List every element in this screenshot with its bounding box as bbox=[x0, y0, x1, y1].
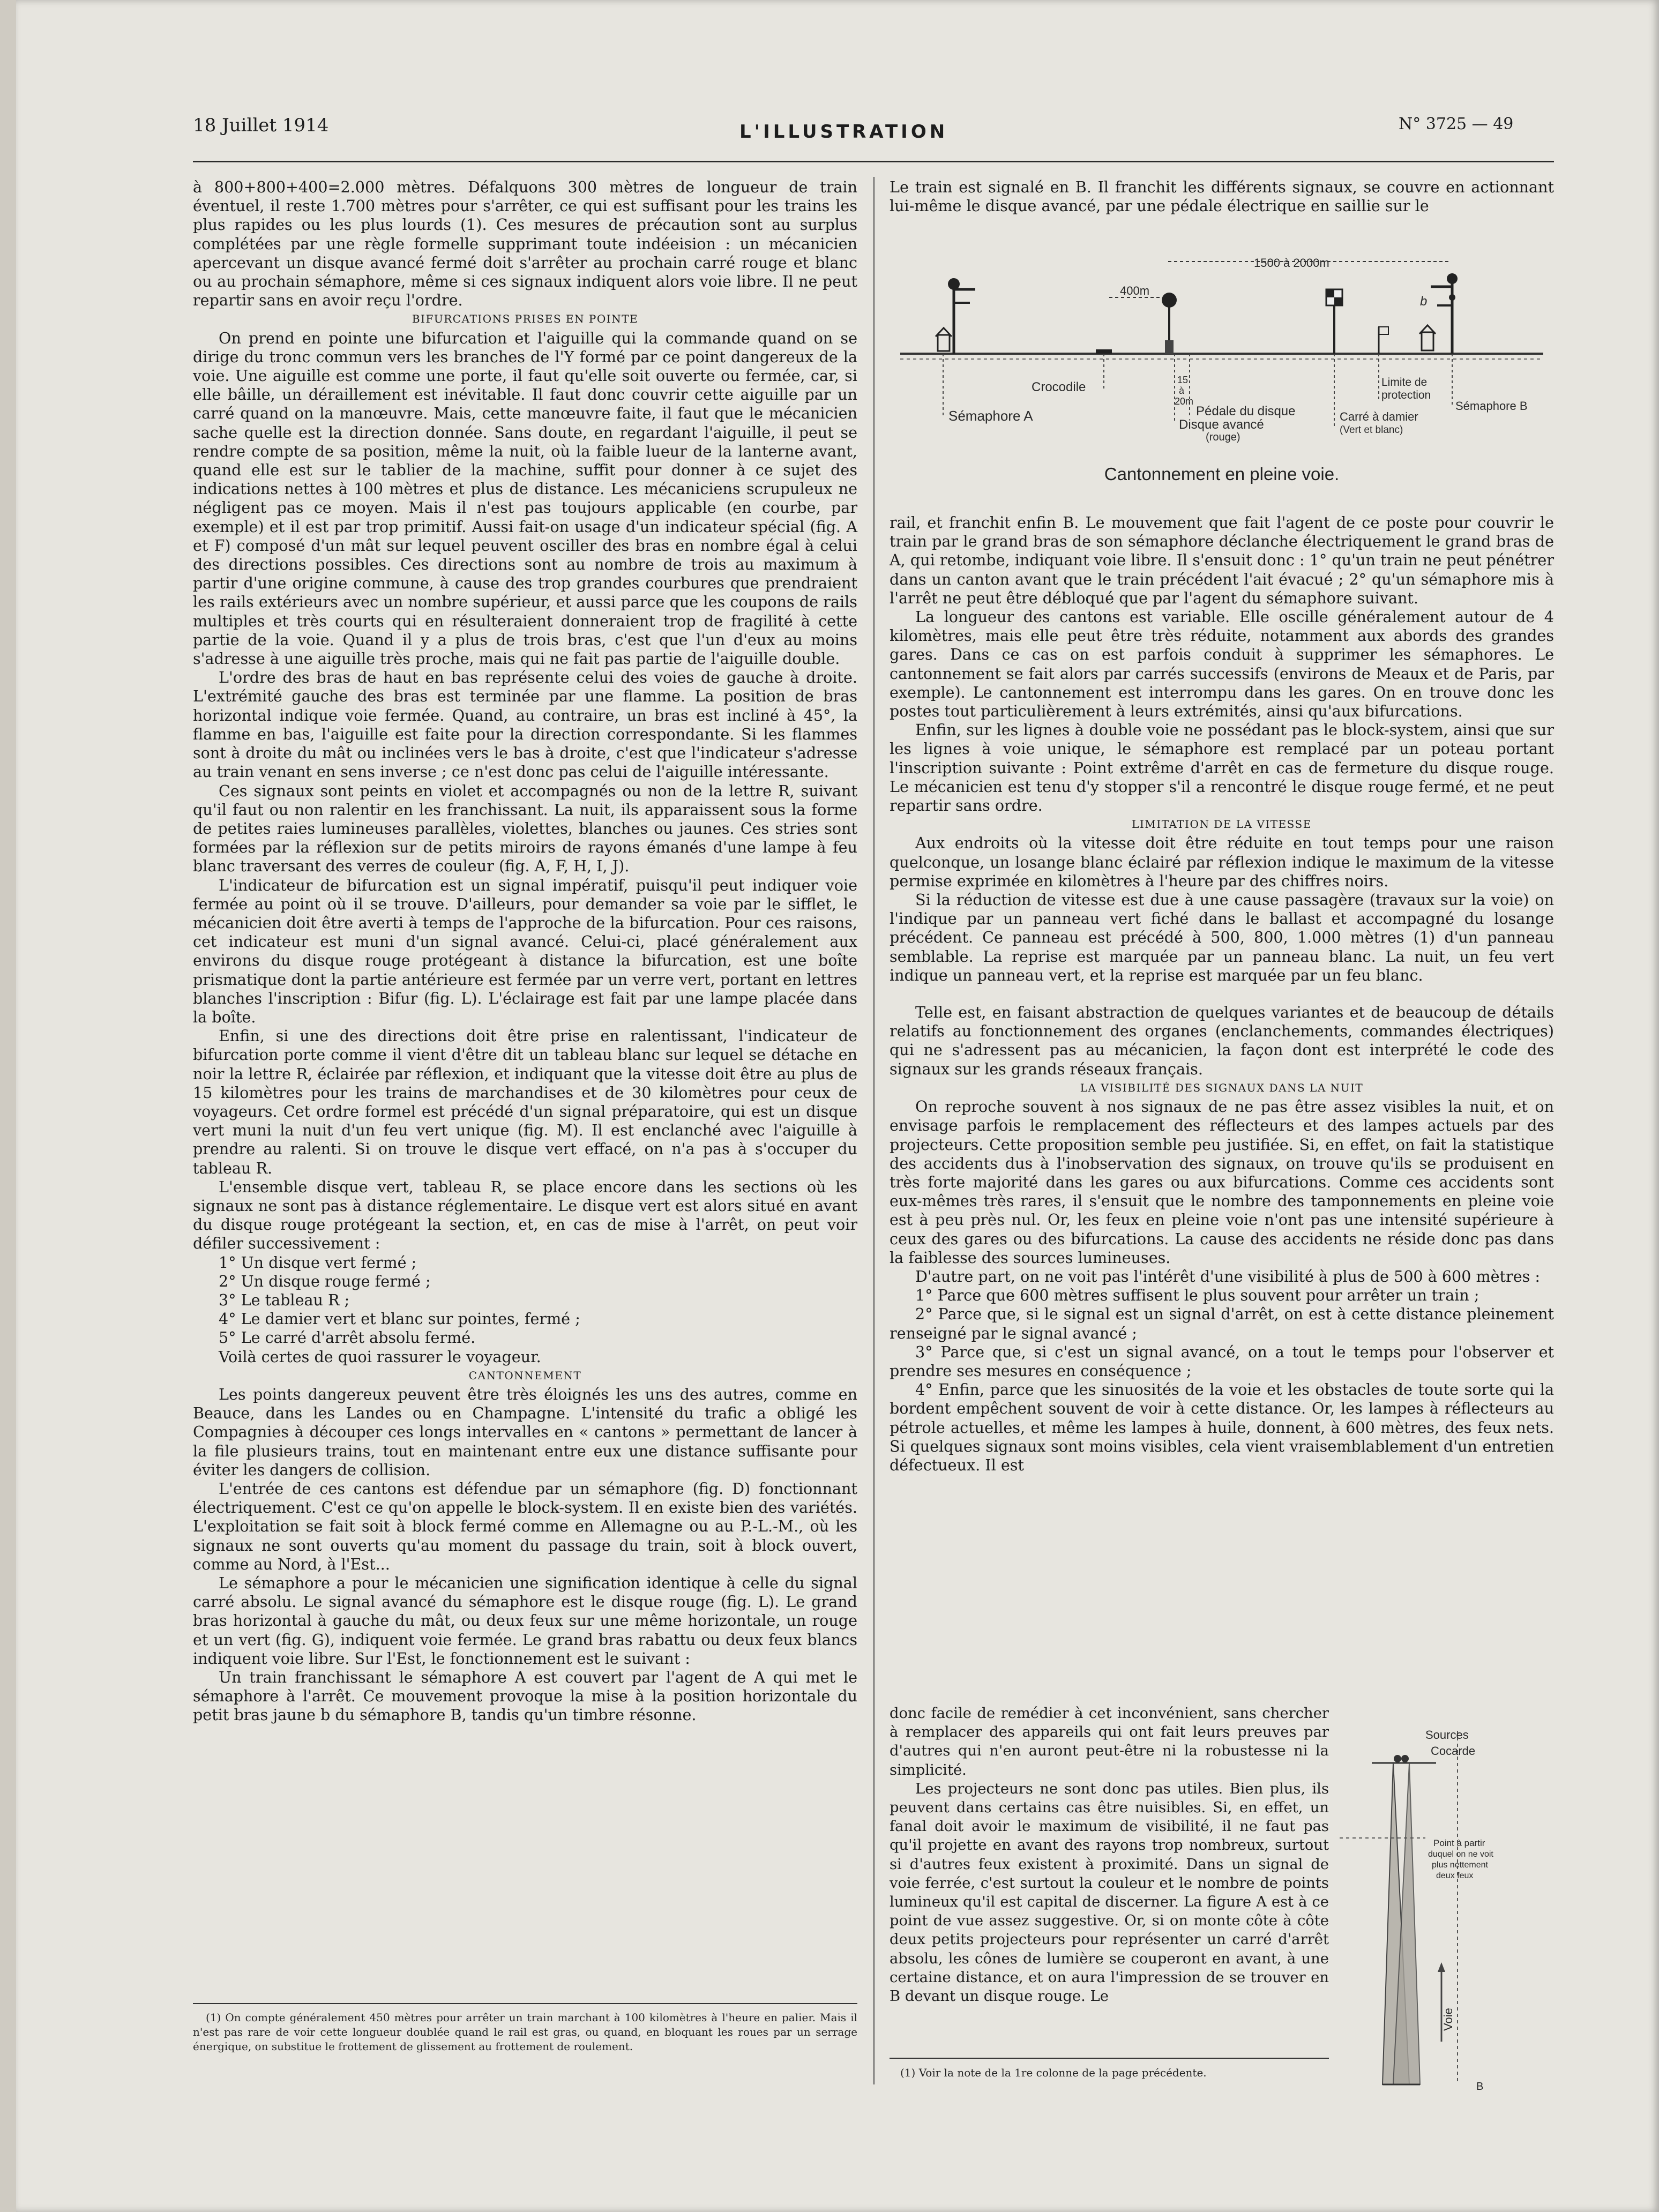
left-paragraph: On prend en pointe une bifurcation et l'aiguille qui la commande quand on se dirige du tronc commun vers les branches de l'Y formé par ce point dangereux de la voie. Une aiguille est comme une porte, il faut qu'elle soit ouverte ou fermée, car, si elle bâille, un déraillement est inévitable. Il faut donc couvrir cette aiguille par un carré quand on la manœuvre. Mais, cette manœuvre faite, il faut que le mécanicien sache quelle est la direction donnée. Sans doute, en regardant l'aiguille, il peut se rendre compte de sa position, même la nuit, où la faible lueur de la lanterne avant, quand elle est sur le tablier de la machine, suffit pour donner à ce sujet des indications nettes à 100 mètres et plus de distance. Les mécaniciens scrupuleux ne négligent pas ce moyen. Mais il n'est pas toujours applicable (en courbe, par exemple) et il est par trop primitif. Aussi fait-on usage d'un indicateur spécial (fig. A et F) composé d'un mât sur lequel peuvent osciller des bras en nombre égal à celui des directions possibles. Ces directions sont au nombre de trois au maximum à partir d'une origine commune, à cause des trop grandes courbures que prendraient les rails extérieurs avec un nombre supérieur, et aussi parce que les coupons de rails multiples et très courts qui en résulteraient donneraient trop de fragilité à cette partie de la voie. Quand il y a plus de trois bras, c'est que l'un d'eux au moins s'adresse à une aiguille très proche, mais qui ne fait pas partie de l'aiguille double. bbox=[193, 328, 857, 668]
right-paragraph: Si la réduction de vitesse est due à une cause passagère (travaux sur la voie) on l'indique par un panneau vert fiché dans le ballast et accompagné du losange précédent. Ce panneau est précédé à 500, 800, 1.000 mètres (1) d'un panneau semblable. La reprise est marquée par un panneau blanc. La nuit, un feu vert indique un panneau vert, et la reprise est marquée par un feu blanc. bbox=[890, 891, 1554, 984]
list-item: 3° Parce que, si c'est un signal avancé, on a tout le temps pour l'observer et prendre ses mesures en conséquence ; bbox=[890, 1342, 1554, 1380]
disque-label: Disque avancé bbox=[1179, 417, 1264, 432]
b-label: b bbox=[1420, 294, 1428, 309]
left-paragraph: L'indicateur de bifurcation est un signal impératif, puisqu'il peut indiquer voie fermée au point où il se trouve. D'ailleurs, pour demander sa voie par le sifflet, le mécanicien doit être averti à temps de l'approche de la bifurcation. Pour ces raisons, cet indicateur est muni d'un signal avancé. Celui-ci, placé généralement aux environs du disque rouge protégeant à distance la bifurcation, est une boîte prismatique dont la partie antérieure est fermée par un verre vert, portant en lettres blanches l'inscription : Bifur (fig. L). L'éclairage est fait par une lampe placée dans la boîte. bbox=[193, 876, 857, 1026]
semaphore-b-icon bbox=[1419, 273, 1458, 354]
right-paragraph: D'autre part, on ne voit pas l'intérêt d'une visibilité à plus de 500 à 600 mètres : bbox=[915, 1267, 1541, 1286]
left-paragraph: Le sémaphore a pour le mécanicien une signification identique à celle du signal carré absolu. Le signal avancé du sémaphore est le disque rouge (fig. L). Le grand bras horizontal à gauche du mât, ou deux feux sur une même horizontale, un rouge et un vert (fig. G), indiquent voie fermée. Le grand bras rabattu ou deux feux blancs indiquent voie libre. Sur l'Est, le fonctionnement est le suivant : bbox=[193, 1574, 857, 1668]
header-rule bbox=[193, 161, 1554, 162]
section-title-vitesse: LIMITATION DE LA VITESSE bbox=[1132, 818, 1312, 831]
list-item: Voilà certes de quoi rassurer le voyageur. bbox=[219, 1347, 541, 1366]
right-paragraph: La longueur des cantons est variable. Elle oscille généralement autour de 4 kilomètres, mais elle peut être très réduite, notamment aux abords des grandes gares. Dans ce cas on est parfois conduit à supprimer les sémaphores. Le cantonnement se fait alors par carrés successifs (environs de Meaux et de Paris, par exemple). Le cantonnement est interrompu dans les gares. On en trouve donc les postes tout particulièrement à leurs extrémités, ainsi qu'aux bifurcations. bbox=[890, 608, 1554, 721]
right-paragraph: donc facile de remédier à cet inconvénient, sans chercher à remplacer des appareils qui ont fait leurs preuves par d'autres qui n'en auront peut-être ni la robustesse ni la simplicité. bbox=[890, 1705, 1329, 1778]
right-footnote-rule bbox=[890, 2058, 1329, 2059]
right-column bbox=[890, 513, 1554, 1475]
pedale-label: Pédale du disque bbox=[1196, 404, 1296, 419]
crocodile-label: Crocodile bbox=[1032, 380, 1086, 394]
point-label-1: Point à partir bbox=[1433, 1838, 1485, 1848]
right-column-narrow bbox=[890, 1704, 1329, 2006]
left-paragraph: à 800+800+400=2.000 mètres. Défalquons 300 mètres de longueur de train éventuel, il reste 1.700 mètres pour s'arrêter, ce qui est suffisant pour les trains les plus rapides ou les plus lourds (1). Ces mesures de précaution sont au surplus complétées par une règle formelle supprimant toute indéeision : un mécanicien apercevant un disque avancé fermé doit s'arrêter au prochain carré rouge et blanc ou au prochain sémaphore, même si ces signaux indiquent alors voie libre. Il ne peut repartir sans en avoir reçu l'ordre. bbox=[193, 178, 857, 310]
disque-avance-icon bbox=[1162, 293, 1177, 354]
light-cone-figure bbox=[1340, 1720, 1554, 2095]
left-paragraph: Un train franchissant le sémaphore A est couvert par l'agent de A qui met le sémaphore à l'arrêt. Ce mouvement provoque la mise à la position horizontale du petit bras jaune b du sémaphore B, tandis qu'un timbre résonne. bbox=[193, 1668, 857, 1724]
header-date: 18 Juillet 1914 bbox=[193, 115, 329, 136]
left-paragraph: L'ordre des bras de haut en bas représente celui des voies de gauche à droite. L'extrémité gauche des bras est terminée par une flamme. La position de bras horizontal indique voie fermée. Quand, au contraire, un bras est incliné à 45°, la flamme en bas, l'aiguille est faite pour la direction correspondante. Si les flammes sont à droite du mât ou inclinées vers le bas à droite, c'est que l'indicateur s'adresse au train venant en sens inverse ; ce n'est donc pas celui de l'aiguille intéressante. bbox=[193, 668, 857, 781]
semaphore-b-label: Sémaphore B bbox=[1455, 399, 1528, 413]
dist-a-label: à bbox=[1179, 385, 1185, 396]
section-title-visibilite: LA VISIBILITÉ DES SIGNAUX DANS LA NUIT bbox=[1080, 1081, 1364, 1094]
list-item: 4° Le damier vert et blanc sur pointes, fermé ; bbox=[219, 1310, 580, 1328]
left-paragraph: L'entrée de ces cantons est défendue par un sémaphore (fig. D) fonctionnant électriquement. C'est ce qu'on appelle le block-system. Il en existe bien des variétés. L'exploitation se fait soit à block fermé comme en Allemagne ou au P.-L.-M., où les signaux ne sont ouverts qu'au moment du passage du train, soit à block ouvert, comme au Nord, à l'Est... bbox=[193, 1479, 857, 1573]
right-paragraph: Aux endroits où la vitesse doit être réduite en tout temps pour une raison quelconque, un losange blanc éclairé par réflexion indique le maximum de la vitesse permise exprimée en kilomètres à l'heure par des chiffres noirs. bbox=[890, 834, 1554, 890]
footnote-text: (1) Voir la note de la 1re colonne de la page précédente. bbox=[900, 2066, 1207, 2079]
sources-label: Sources bbox=[1425, 1728, 1469, 1742]
list-item: 3° Le tableau R ; bbox=[219, 1290, 350, 1309]
b-figure-label: B bbox=[1476, 2081, 1484, 2093]
left-footnote bbox=[193, 2011, 857, 2054]
left-paragraph: Ces signaux sont peints en violet et accompagnés ou non de la lettre R, suivant qu'il faut ou non ralentir en les franchissant. La nuit, ils apparaissent sous la forme de petites raies lumineuses parallèles, violettes, blanches ou jaunes. Ces stries sont formées par la réflexion sur de petits miroirs de rayons émanés d'une lampe à feu blanc traversant des verres de couleur (fig. A, F, H, I, J). bbox=[193, 781, 857, 876]
left-column bbox=[193, 178, 857, 1725]
right-paragraph: Enfin, sur les lignes à double voie ne possédant pas le block-system, ainsi que sur les lignes à voie unique, le sémaphore est remplacé par un poteau portant l'inscription suivante : Point extrême d'arrêt en cas de fermeture du disque rouge. Le mécanicien est tenu d'y stopper s'il a rencontré le disque rouge fermé, et ne peut repartir sans ordre. bbox=[890, 721, 1554, 815]
right-paragraph: rail, et franchit enfin B. Le mouvement que fait l'agent de ce poste pour couvrir le train par le grand bras de son sémaphore déclanche électriquement le grand bras de A, qui retombe, indiquant voie libre. Il s'ensuit donc : 1° qu'un train ne peut pénétrer dans un canton avant que le train précédent l'ait évacué ; 2° qu'un sémaphore mis à l'arrêt ne peut être débloqué que par l'agent du sémaphore suivant. bbox=[890, 513, 1554, 607]
right-paragraph: Les projecteurs ne sont donc pas utiles. Bien plus, ils peuvent dans certains cas être nuisibles. Si, en effet, un fanal doit avoir le maximum de visibilité, il ne faut pas qu'il projette en avant des rayons trop nombreux, surtout si d'autres feux existent à proximité. Dans un signal de voie ferrée, c'est surtout la couleur et le nombre de points lumineux qu'il est capital de discerner. La figure A est à ce point de vue assez suggestive. Or, si on monte côte à côte deux petits projecteurs pour représenter un carré d'arrêt absolu, les cônes de lumière se couperont en avant, à une certaine distance, et on aura l'impression de se trouver en B devant un disque rouge. Le bbox=[890, 1780, 1329, 2005]
left-paragraph: L'ensemble disque vert, tableau R, se place encore dans les sections où les signaux ne sont pas à distance réglementaire. Le disque vert est alors situé en avant du disque rouge protégeant la section, et, en cas de mise à l'arrêt, on peut voir défiler successivement : bbox=[193, 1177, 857, 1253]
point-label-4: deux feux bbox=[1436, 1871, 1474, 1880]
section-title-cantonnement: CANTONNEMENT bbox=[468, 1369, 582, 1382]
point-label-3: plus nettement bbox=[1432, 1860, 1488, 1870]
right-paragraph: Telle est, en faisant abstraction de quelques variantes et de beaucoup de détails relatifs au fonctionnement des organes (enclanchements, commandes électriques) qui ne s'adressent pas au mécanicien, la façon dont est interprété le code des signaux sur les grands réseaux français. bbox=[890, 1003, 1554, 1078]
limite-label-1: Limite de bbox=[1381, 376, 1428, 388]
crocodile-icon bbox=[1096, 349, 1112, 354]
right-paragraph: On reproche souvent à nos signaux de ne pas être assez visibles la nuit, et on envisage parfois le remplacement des réflecteurs et des lampes actuels par des projecteurs. Cette proposition semble peu justifiée. Si, en effet, on fait la statistique des accidents dus à l'inobservation des signaux, on trouve qu'ils se produisent en très forte majorité dans les gares ou aux bifurcations. Comme ces accidents sont eux-mêmes très rares, il s'ensuit que le nombre des tamponnements en pleine voie est à peu près nul. Or, les feux en pleine voie n'ont pas une intensité supérieure à ceux des gares ou des bifurcations. La cause des accidents ne réside donc pas dans la faiblesse des sources lumineuses. bbox=[890, 1097, 1554, 1267]
dist-15-label: 15 bbox=[1177, 375, 1189, 385]
semaphore-a-label: Sémaphore A bbox=[948, 408, 1033, 424]
cocarde-label: Cocarde bbox=[1431, 1744, 1476, 1758]
footnote-text: (1) On compte généralement 450 mètres pour arrêter un train marchant à 100 kilomètres à l'heure en palier. Mais il n'est pas rare de voir cette longueur doublée quand le rail est gras, ou quand, en bloquant les roues par un serrage énergique, on substitue le frottement de glissement au frottement de roulement. bbox=[193, 2011, 857, 2053]
list-item: 1° Parce que 600 mètres suffisent le plus souvent pour arrêter un train ; bbox=[915, 1286, 1479, 1305]
limite-protection-icon bbox=[1379, 327, 1388, 354]
list-item: 2° Parce que, si le signal est un signal d'arrêt, on est à cette distance pleinement renseigné par le signal avancé ; bbox=[890, 1305, 1554, 1342]
distance-total-label: 1500 à 2000m bbox=[1254, 256, 1329, 270]
header-issue: N° 3725 — 49 bbox=[1399, 115, 1514, 133]
column-divider bbox=[873, 177, 875, 2084]
rouge-label: (rouge) bbox=[1206, 431, 1240, 443]
right-footnote bbox=[900, 2066, 1329, 2080]
right-column-top bbox=[890, 178, 1554, 215]
section-title-bifurcations: BIFURCATIONS PRISES EN POINTE bbox=[412, 312, 639, 326]
diagram-caption: Cantonnement en pleine voie. bbox=[1104, 464, 1340, 484]
limite-label-2: protection bbox=[1381, 389, 1431, 401]
distance-400-label: 400m bbox=[1120, 284, 1150, 297]
left-paragraph: Les points dangereux peuvent être très éloignés les uns des autres, comme en Beauce, dans les Landes ou en Champagne. L'intensité du trafic a obligé les Compagnies à découper ces longs intervalles en « cantons » permettant de lancer à la file plusieurs trains, tout en maintenant entre eux une distance suffisante pour éviter les dangers de collision. bbox=[193, 1385, 857, 1479]
carre-label-1: Carré à damier bbox=[1340, 410, 1418, 423]
list-item: 5° Le carré d'arrêt absolu fermé. bbox=[219, 1328, 476, 1347]
header-title: L'ILLUSTRATION bbox=[739, 121, 948, 143]
dist-20-label: 20m bbox=[1175, 396, 1194, 407]
voie-label: Voie bbox=[1441, 2008, 1455, 2031]
newspaper-page bbox=[16, 0, 1659, 2212]
semaphore-a-icon bbox=[936, 278, 975, 354]
cantonnement-diagram bbox=[890, 246, 1554, 498]
right-paragraph: Le train est signalé en B. Il franchit les différents signaux, se couvre en actionnant lui-même le disque avancé, par une pédale électrique en saillie sur le bbox=[890, 178, 1554, 215]
list-item: 4° Enfin, parce que les sinuosités de la voie et les obstacles de toute sorte qui la bordent empêchent souvent de voir à cette distance. Or, les lampes à réflecteurs au pétrole actuelles, et même les lampes à huile, donnent, à 600 mètres, des feux nets. Si quelques signaux sont moins visibles, cela vient vraisemblablement d'un entretien défectueux. Il est bbox=[890, 1380, 1554, 1474]
left-paragraph: Enfin, si une des directions doit être prise en ralentissant, l'indicateur de bifurcation porte comme il vient d'être dit un tableau blanc sur lequel se détache en noir la lettre R, éclairée par réflexion, et indiquant que la vitesse doit être au plus de 15 kilomètres pour les trains de marchandises et de 30 kilomètres pour ceux de voyageurs. Cet ordre formel est précédé d'un signal préparatoire, qui est un disque vert muni la nuit d'un feu vert unique (fig. M). Il est enclanché avec l'aiguille à prendre au ralenti. Si on trouve le disque vert effacé, on n'a pas à s'occuper du tableau R. bbox=[193, 1027, 857, 1177]
carre-damier-icon bbox=[1326, 289, 1342, 354]
point-label-2: duquel on ne voit bbox=[1428, 1850, 1493, 1859]
footnote-rule bbox=[193, 2003, 857, 2004]
list-item: 1° Un disque vert fermé ; bbox=[219, 1253, 417, 1272]
carre-label-2: (Vert et blanc) bbox=[1340, 424, 1403, 436]
list-item: 2° Un disque rouge fermé ; bbox=[219, 1272, 431, 1290]
